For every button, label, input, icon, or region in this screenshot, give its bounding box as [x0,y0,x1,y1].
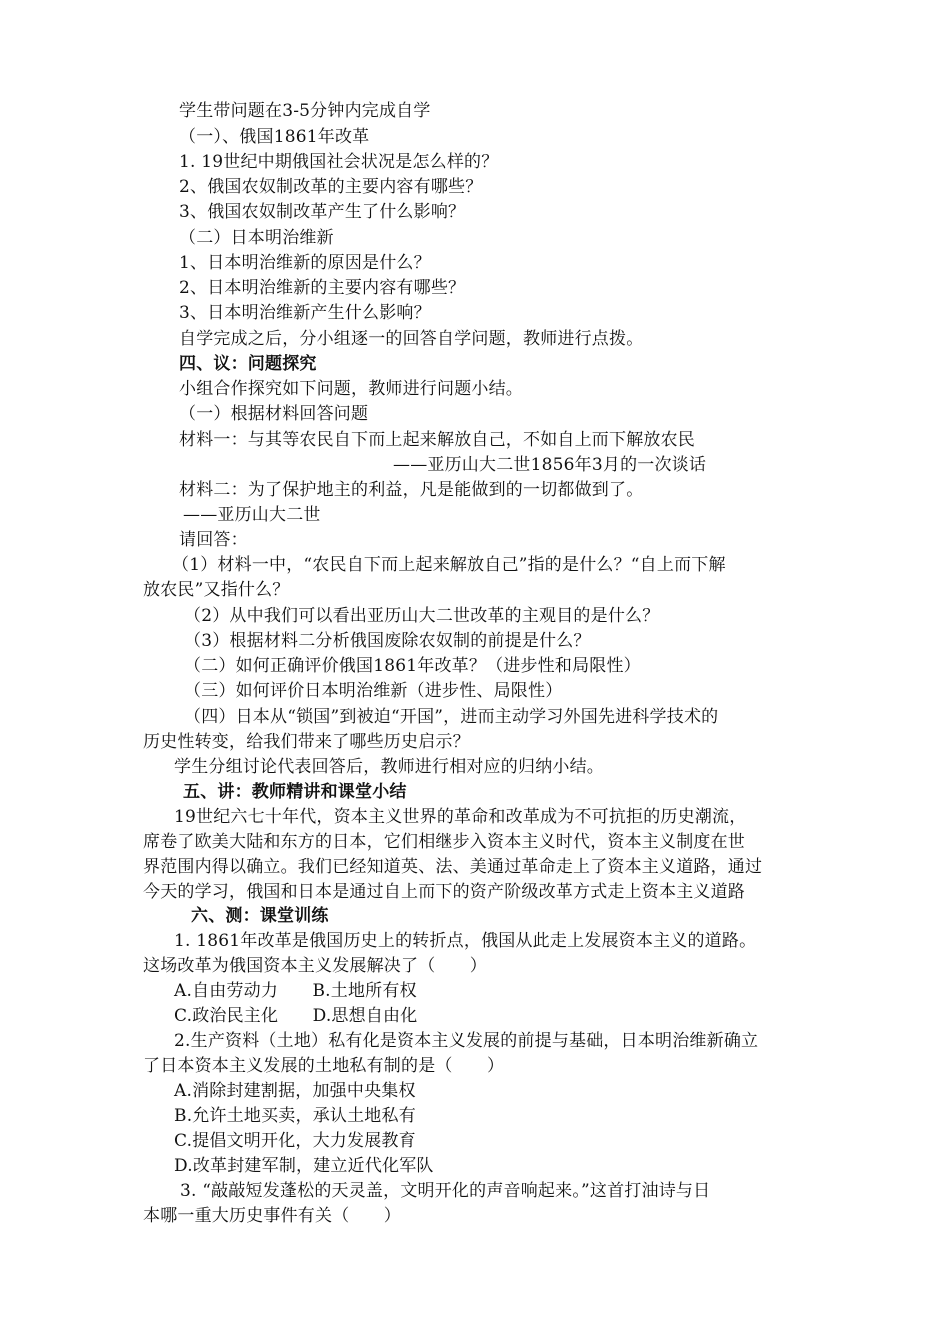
section-heading: （一）、俄国1861年改革 [179,127,370,147]
question-item: 1、日本明治维新的原因是什么？ [179,253,431,273]
paragraph-line: 19世纪六七十年代，资本主义世界的革命和改革成为不可抗拒的历史潮流， [174,807,747,827]
answer-option: B.允许土地买卖，承认土地私有 [174,1106,416,1126]
paragraph-line: 今天的学习，俄国和日本是通过自上而下的资产阶级改革方式走上资本主义道路 [143,882,745,902]
exercise-question: 本哪一重大历史事件有关（ ） [143,1206,401,1226]
question-item: （四）日本从“锁国”到被迫“开国”，进而主动学习外国先进科学技术的 [184,707,719,727]
answer-option: D.改革封建军制，建立近代化军队 [174,1156,434,1176]
question-item: （2）从中我们可以看出亚历山大二世改革的主观目的是什么？ [184,606,660,626]
part-heading: 六、测：课堂训练 [191,906,329,926]
text-line: 请回答： [179,530,248,550]
answer-options: C.政治民主化 D.思想自由化 [174,1006,418,1026]
question-item: 3、日本明治维新产生什么影响？ [179,303,431,323]
answer-option: C.提倡文明开化，大力发展教育 [174,1131,416,1151]
material-quote: 材料二：为了保护地主的利益，凡是能做到的一切都做到了。 [179,480,644,500]
exercise-question: 1. 1861年改革是俄国历史上的转折点，俄国从此走上发展资本主义的道路。 [174,931,757,951]
text-line: 学生分组讨论代表回答后，教师进行相对应的归纳小结。 [174,757,604,777]
question-item: 2、日本明治维新的主要内容有哪些？ [179,278,466,298]
part-heading: 五、讲：教师精讲和课堂小结 [183,782,407,802]
text-line: 学生带问题在3-5分钟内完成自学 [179,101,431,121]
question-item: （三）如何评价日本明治维新（进步性、局限性） [184,681,563,701]
exercise-question: 这场改革为俄国资本主义发展解决了（ ） [143,956,487,976]
paragraph-line: 席卷了欧美大陆和东方的日本，它们相继步入资本主义时代，资本主义制度在世 [143,832,745,852]
question-item: （1）材料一中，“农民自下而上起来解放自己”指的是什么？“自上而下解 [172,555,726,575]
exercise-question: 2.生产资料（土地）私有化是资本主义发展的前提与基础，日本明治维新确立 [174,1031,759,1051]
section-heading: （二）日本明治维新 [179,228,334,248]
question-item: 历史性转变，给我们带来了哪些历史启示？ [143,732,470,752]
question-item: （二）如何正确评价俄国1861年改革？（进步性和局限性） [184,656,641,676]
question-item: 3、俄国农奴制改革产生了什么影响？ [179,202,466,222]
text-line: 小组合作探究如下问题，教师进行问题小结。 [179,379,523,399]
material-quote: 材料一：与其等农民自下而上起来解放自己，不如自上而下解放农民 [179,430,695,450]
question-item: （3）根据材料二分析俄国废除农奴制的前提是什么？ [184,631,591,651]
answer-options: A.自由劳动力 B.土地所有权 [174,981,417,1001]
material-source: ——亚历山大二世 [183,505,321,525]
section-heading: （一）根据材料回答问题 [179,404,369,424]
material-source: ——亚历山大二世1856年3月的一次谈话 [393,455,707,475]
text-line: 自学完成之后，分小组逐一的回答自学问题，教师进行点拨。 [179,329,644,349]
question-item: 2、俄国农奴制改革的主要内容有哪些？ [179,177,483,197]
exercise-question: 了日本资本主义发展的土地私有制的是（ ） [143,1056,505,1076]
part-heading: 四、议：问题探究 [179,354,317,374]
question-item: 放农民”又指什么？ [143,580,290,600]
question-item: 1. 19世纪中期俄国社会状况是怎么样的？ [179,152,499,172]
answer-option: A.消除封建割据，加强中央集权 [174,1081,416,1101]
paragraph-line: 界范围内得以确立。我们已经知道英、法、美通过革命走上了资本主义道路，通过 [143,857,763,877]
exercise-question: 3. “敲敲短发蓬松的天灵盖，文明开化的声音响起来。”这首打油诗与日 [180,1181,711,1201]
